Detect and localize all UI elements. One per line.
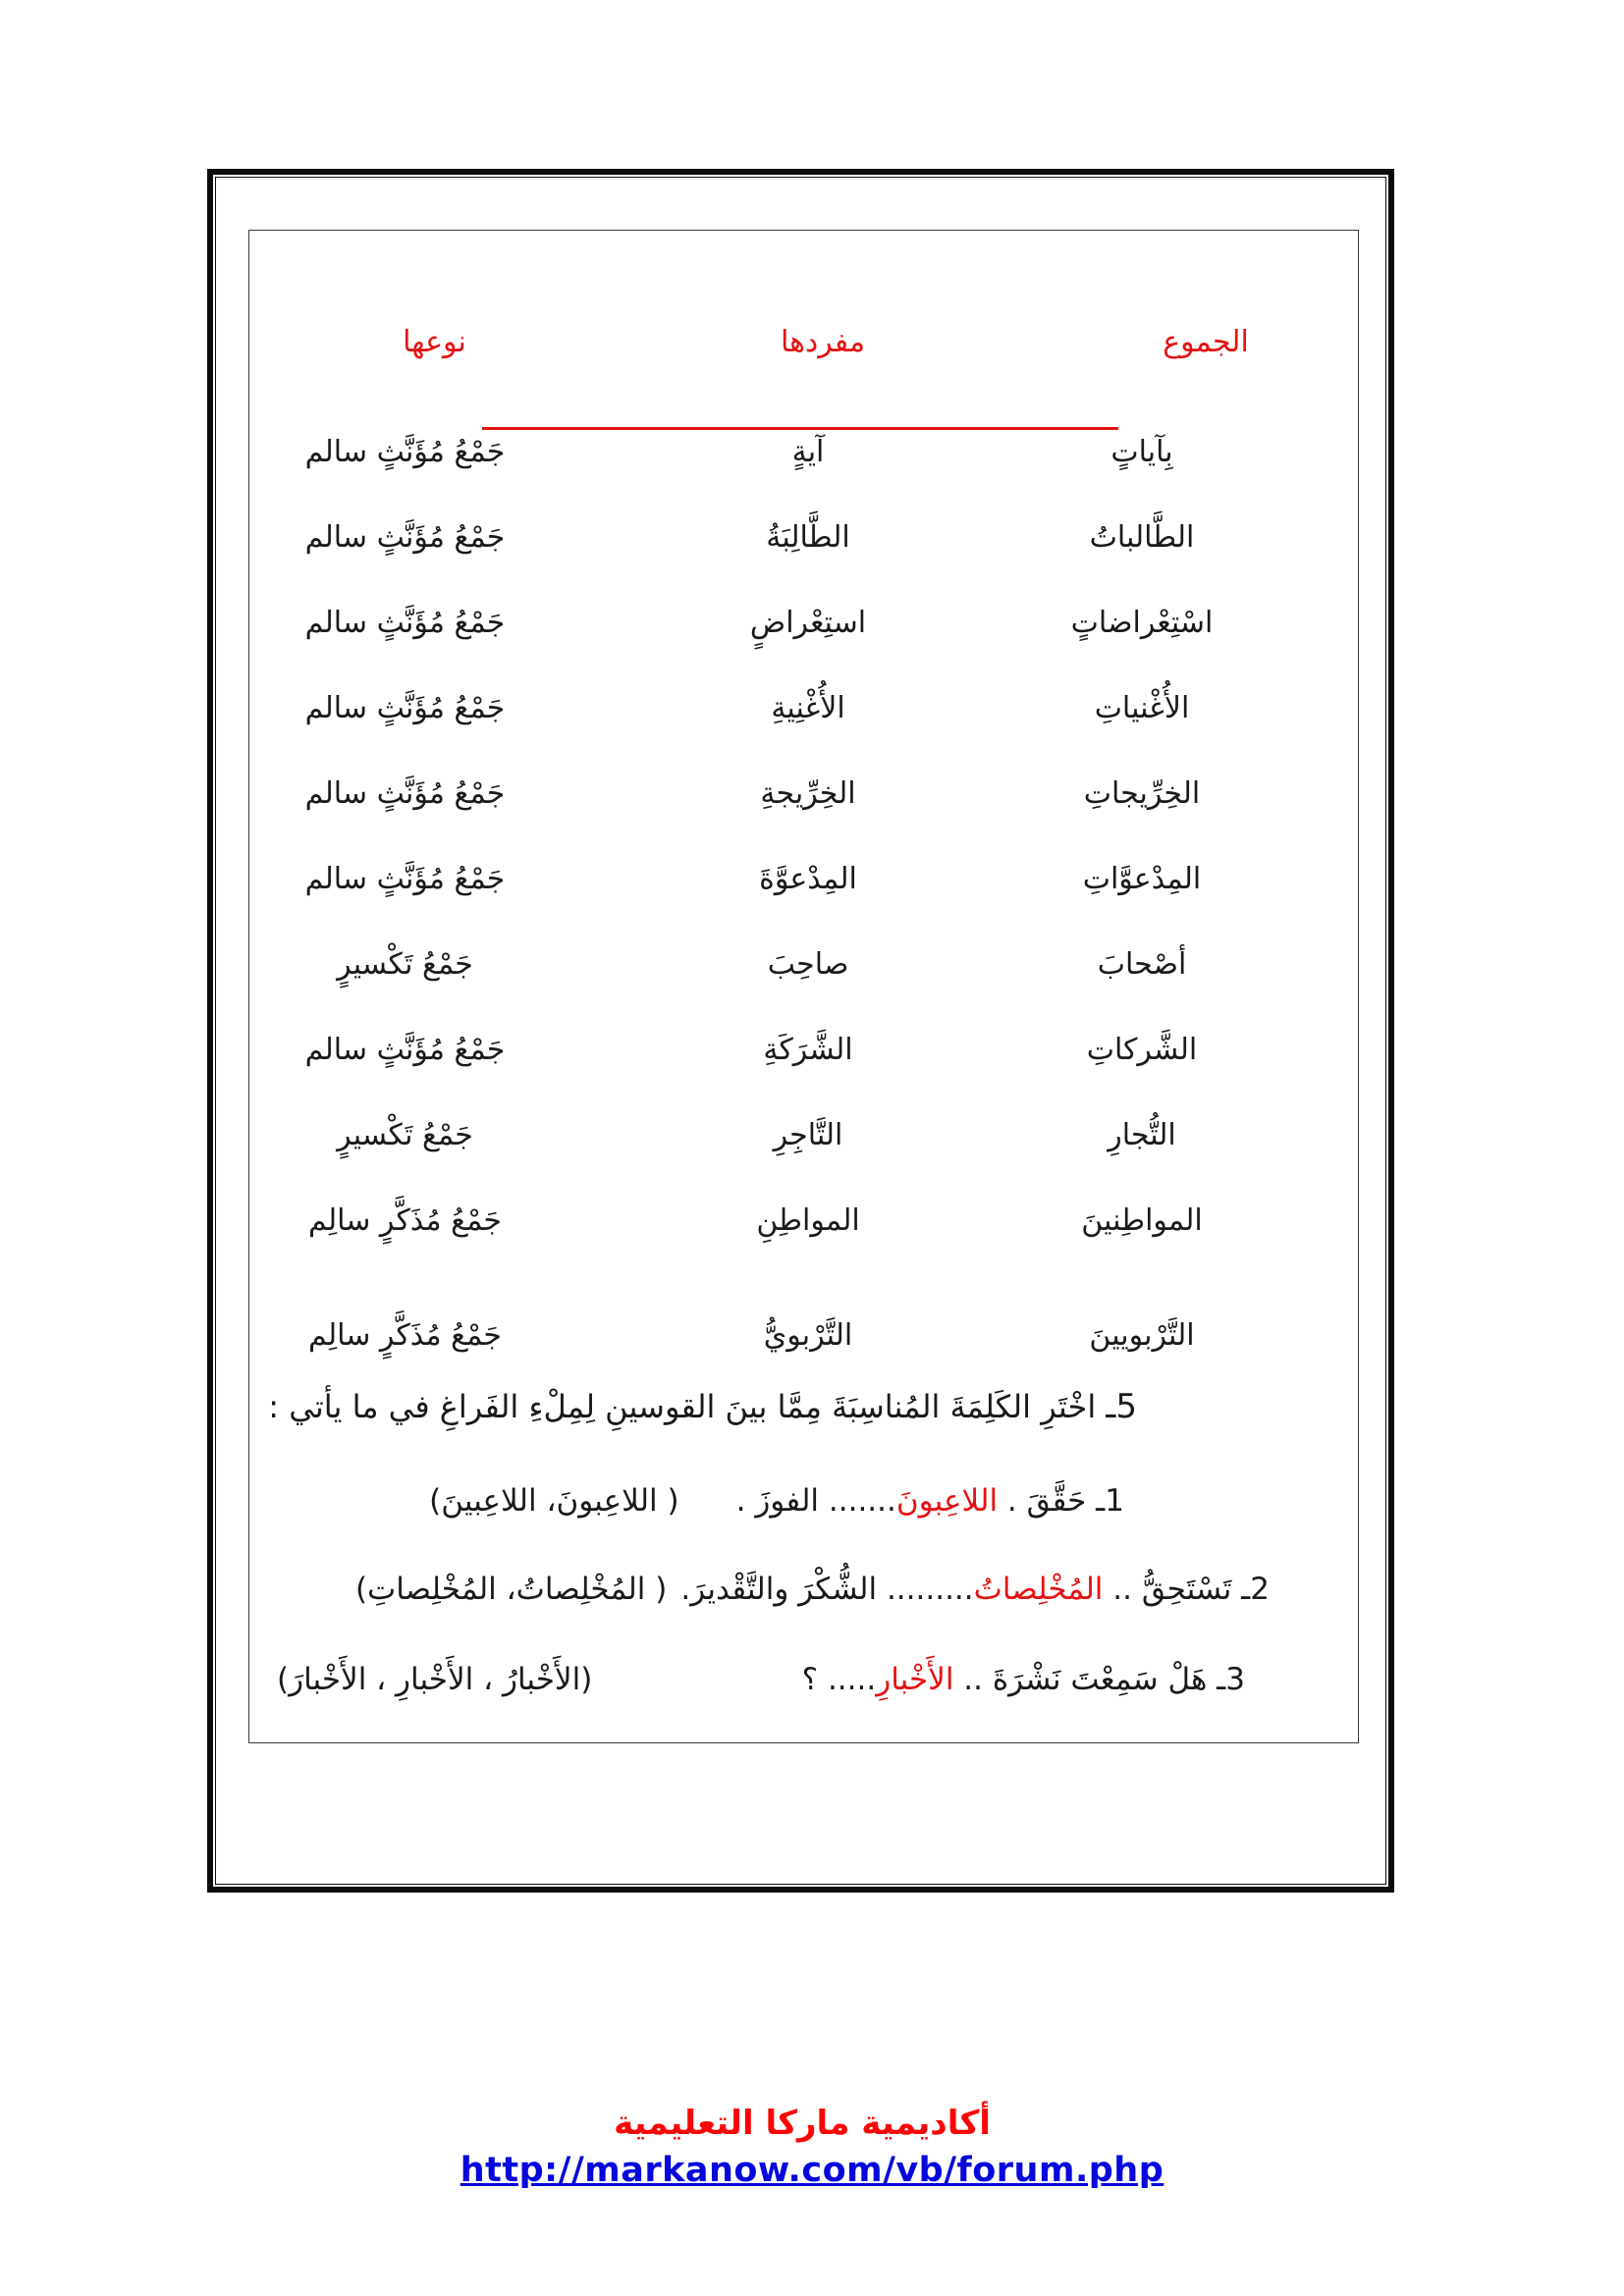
table-row <box>249 1293 1358 1378</box>
outer-frame <box>207 169 1394 1893</box>
cell-plural: التُّجارِ <box>1108 1118 1176 1152</box>
cell-type: جَمْعُ مُؤَنَّثٍ سالم <box>304 606 506 640</box>
cell-singular: صاحِبَ <box>767 947 849 982</box>
cell-type: جَمْعُ مُؤَنَّثٍ سالم <box>304 776 506 811</box>
cell-type: جَمْعُ مُؤَنَّثٍ سالم <box>304 691 506 725</box>
item-2-pre: 2ـ تَسْتَحِقُّ .. <box>1103 1572 1270 1607</box>
item-3-sentence <box>802 1662 1245 1697</box>
item-2-answer: المُخْلِصاتُ <box>973 1572 1104 1607</box>
table-header <box>249 325 1358 359</box>
cell-singular: الخِرِّيجةِ <box>760 776 856 811</box>
header-singular: مفردها <box>780 325 866 359</box>
fill-item-1 <box>249 1483 1358 1519</box>
item-1-sentence <box>736 1483 1124 1519</box>
question-5-text: اخْتَرِ الكَلِمَةَ المُناسِبَةَ مِمَّا بينَ القوسينِ لِمِلْءِ الفَراغِ في ما يأتي : <box>268 1388 1107 1425</box>
cell-plural: الطَّالباتُ <box>1089 520 1195 555</box>
cell-plural: الشَّركاتِ <box>1086 1033 1198 1067</box>
cell-plural: الأُغْنياتِ <box>1094 691 1190 725</box>
cell-plural: أصْحابَ <box>1097 947 1187 982</box>
cell-type: جَمْعُ مُؤَنَّثٍ سالم <box>304 862 506 896</box>
question-5-number: 5ـ <box>1106 1387 1137 1426</box>
table-row <box>249 409 1358 495</box>
cell-type: جَمْعُ تَكْسيرٍ <box>337 947 473 982</box>
cell-singular: الأُغْنِيةِ <box>771 691 845 725</box>
table-row <box>249 1093 1358 1178</box>
header-plural: الجموع <box>1163 325 1249 359</box>
cell-plural: الخِرِّيجاتِ <box>1083 776 1201 811</box>
fill-item-3 <box>249 1662 1358 1697</box>
cell-type: جَمْعُ مُؤَنَّثٍ سالم <box>304 435 506 469</box>
item-2-sentence <box>680 1572 1270 1607</box>
table-row <box>249 1007 1358 1093</box>
item-1-post: ....... الفوزَ . <box>735 1483 896 1519</box>
cell-type: جَمْعُ تَكْسيرٍ <box>337 1118 473 1152</box>
cell-plural: اسْتِعْراضاتٍ <box>1070 606 1214 640</box>
cell-plural: بِآياتٍ <box>1110 435 1173 469</box>
footer <box>0 2103 1624 2190</box>
fill-item-2 <box>249 1572 1358 1607</box>
item-3-answer: الأَخْبارِ <box>876 1662 954 1697</box>
cell-plural: التَّرْبويينَ <box>1089 1318 1195 1353</box>
plural-table <box>249 409 1358 1378</box>
cell-type: جَمْعُ مُؤَنَّثٍ سالم <box>304 1033 506 1067</box>
forum-link[interactable]: http://markanow.com/vb/forum.php <box>460 2150 1164 2190</box>
table-row <box>249 922 1358 1007</box>
table-row <box>249 580 1358 666</box>
cell-singular: المواطِنِ <box>756 1203 860 1238</box>
item-1-pre: 1ـ حَقَّقَ . <box>998 1483 1124 1519</box>
cell-singular: استِعْراضٍ <box>749 606 867 640</box>
item-3-options: (الأَخْبارُ ، الأَخْبارِ ، الأَخْبارَ) <box>277 1662 593 1697</box>
cell-plural: المِدْعوَّاتِ <box>1082 862 1202 896</box>
table-row <box>249 1178 1358 1263</box>
header-type: نوعها <box>403 325 466 359</box>
cell-singular: الشَّرَكَةِ <box>763 1033 853 1067</box>
cell-type: جَمْعُ مُذَكَّرٍ سالِم <box>308 1318 502 1353</box>
content-box <box>248 230 1359 1743</box>
table-row <box>249 495 1358 580</box>
cell-singular: التَّرْبويُّ <box>763 1318 853 1353</box>
cell-type: جَمْعُ مُؤَنَّثٍ سالم <box>304 520 506 555</box>
item-1-options: ( اللاعِبونَ، اللاعِبينَ) <box>429 1483 679 1519</box>
item-2-options: ( المُخْلِصاتُ، المُخْلِصاتِ) <box>354 1572 668 1607</box>
item-2-post: ......... الشُّكْرَ والتَّقْديرَ. <box>680 1572 974 1607</box>
cell-singular: آيةٍ <box>791 435 825 469</box>
item-1-answer: اللاعِبونَ <box>895 1483 999 1519</box>
table-row <box>249 836 1358 922</box>
table-row <box>249 751 1358 836</box>
cell-plural: المواطِنينَ <box>1081 1203 1203 1238</box>
cell-singular: الطَّالِبَةُ <box>766 520 850 555</box>
question-5 <box>249 1387 1358 1426</box>
table-row <box>249 666 1358 751</box>
item-3-pre: 3ـ هَلْ سَمِعْتَ نَشْرَةَ .. <box>953 1662 1245 1697</box>
cell-type: جَمْعُ مُذَكَّرٍ سالِم <box>308 1203 502 1238</box>
item-3-post: ..... ؟ <box>801 1662 877 1697</box>
cell-singular: التَّاجِرِ <box>773 1118 843 1152</box>
cell-singular: المِدْعوَّةَ <box>759 862 857 896</box>
academy-title: أكاديمية ماركا التعليمية <box>614 2104 991 2143</box>
